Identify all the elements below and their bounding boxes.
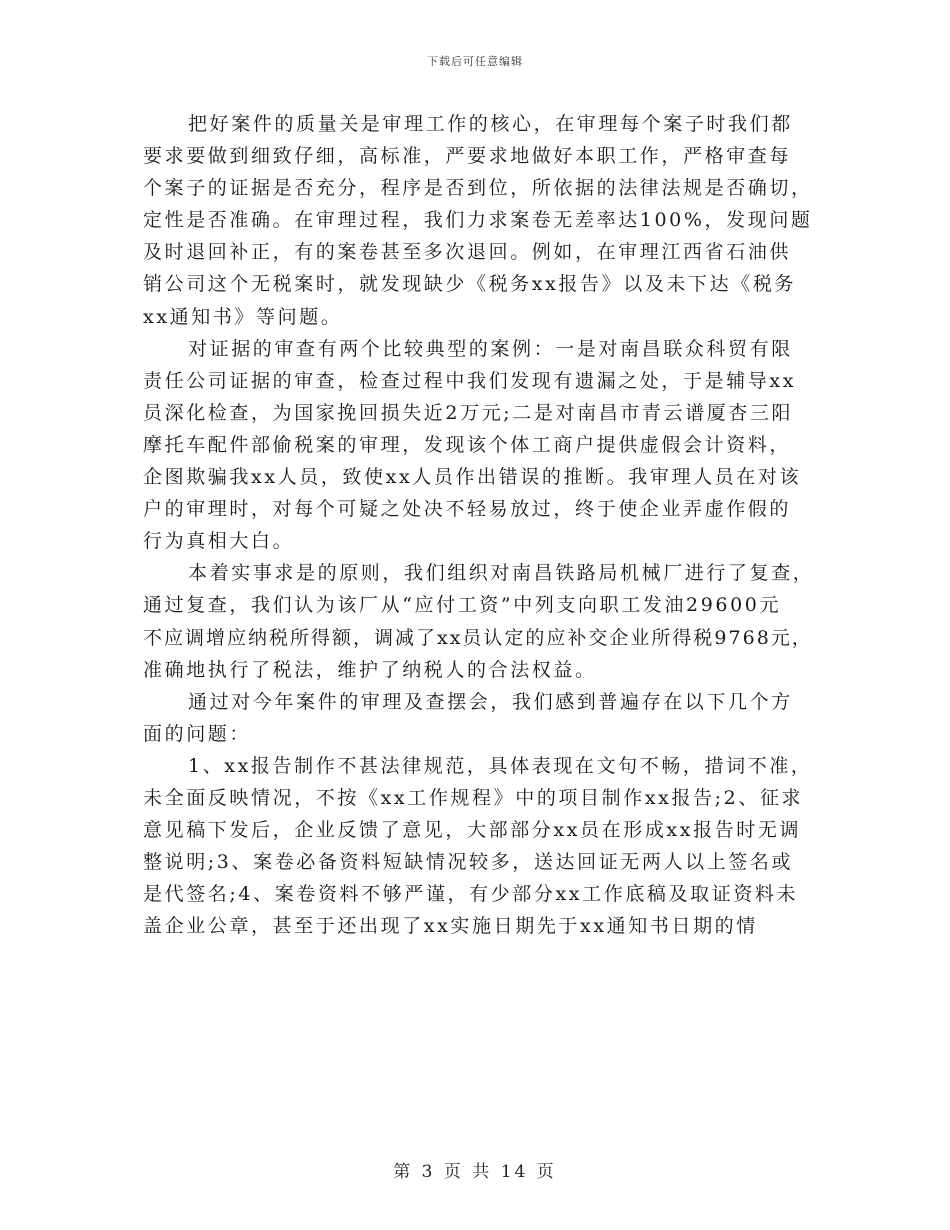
document-body bbox=[143, 108, 815, 942]
text-line: 盖企业公章，甚至于还出现了xx实施日期先于xx通知书日期的情 bbox=[143, 915, 758, 938]
text-line: 对证据的审查有两个比较典型的案例：一是对南昌联众科贸有限 bbox=[188, 337, 793, 360]
text-line: 准确地执行了税法，维护了纳税人的合法权益。 bbox=[143, 658, 597, 681]
text-line: 户的审理时，对每个可疑之处决不轻易放过，终于使企业弄虚作假的 bbox=[143, 498, 792, 521]
text-line: 本着实事求是的原则，我们组织对南昌铁路局机械厂进行了复查， bbox=[188, 562, 815, 585]
text-line: xx通知书》等问题。 bbox=[143, 305, 343, 328]
text-line: 定性是否准确。在审理过程，我们力求案卷无差率达100%，发现问题 bbox=[143, 209, 813, 232]
text-line: 通过复查，我们认为该厂从“应付工资”中列支向职工发油29600元 bbox=[143, 594, 782, 617]
text-line: 行为真相大白。 bbox=[143, 530, 295, 553]
text-line: 销公司这个无税案时，就发现缺少《税务xx报告》以及未下达《税务 bbox=[143, 273, 797, 296]
text-line: 企图欺骗我xx人员，致使xx人员作出错误的推断。我审理人员在对该 bbox=[143, 466, 802, 489]
text-line: 意见稿下发后，企业反馈了意见，大部部分xx员在形成xx报告时无调 bbox=[143, 819, 802, 842]
page-footer: 第 3 页 共 14 页 bbox=[393, 1162, 557, 1182]
text-line: 整说明;3、案卷必备资料短缺情况较多，送达回证无两人以上签名或 bbox=[143, 851, 794, 874]
text-line: 把好案件的质量关是审理工作的核心，在审理每个案子时我们都 bbox=[188, 113, 793, 135]
text-line: 不应调增应纳税所得额，调减了xx员认定的应补交企业所得税9768元， bbox=[143, 626, 813, 649]
text-line: 1、xx报告制作不甚法律规范，具体表现在文句不畅，措词不准， bbox=[188, 754, 813, 777]
text-line: 摩托车配件部偷税案的审理，发现该个体工商户提供虚假会计资料， bbox=[143, 433, 792, 456]
text-line: 员深化检查，为国家挽回损失近2万元;二是对南昌市青云谱厦杏三阳 bbox=[143, 401, 794, 424]
text-line: 通过对今年案件的审理及查摆会，我们感到普遍存在以下几个方 bbox=[188, 690, 793, 713]
text-line: 责任公司证据的审查，检查过程中我们发现有遗漏之处，于是辅导xx bbox=[143, 369, 797, 392]
page-header: 下载后可任意编辑 bbox=[427, 55, 523, 68]
text-line: 及时退回补正，有的案卷甚至多次退回。例如，在审理江西省石油供 bbox=[143, 241, 792, 264]
text-line: 未全面反映情况，不按《xx工作规程》中的项目制作xx报告;2、征求 bbox=[143, 786, 804, 809]
text-line: 面的问题： bbox=[143, 722, 252, 745]
text-line: 个案子的证据是否充分，程序是否到位，所依据的法律法规是否确切， bbox=[143, 177, 813, 200]
text-line: 是代签名;4、案卷资料不够严谨，有少部分xx工作底稿及取证资料未 bbox=[143, 883, 799, 906]
text-line: 要求要做到细致仔细，高标准，严要求地做好本职工作，严格审查每 bbox=[143, 145, 792, 168]
